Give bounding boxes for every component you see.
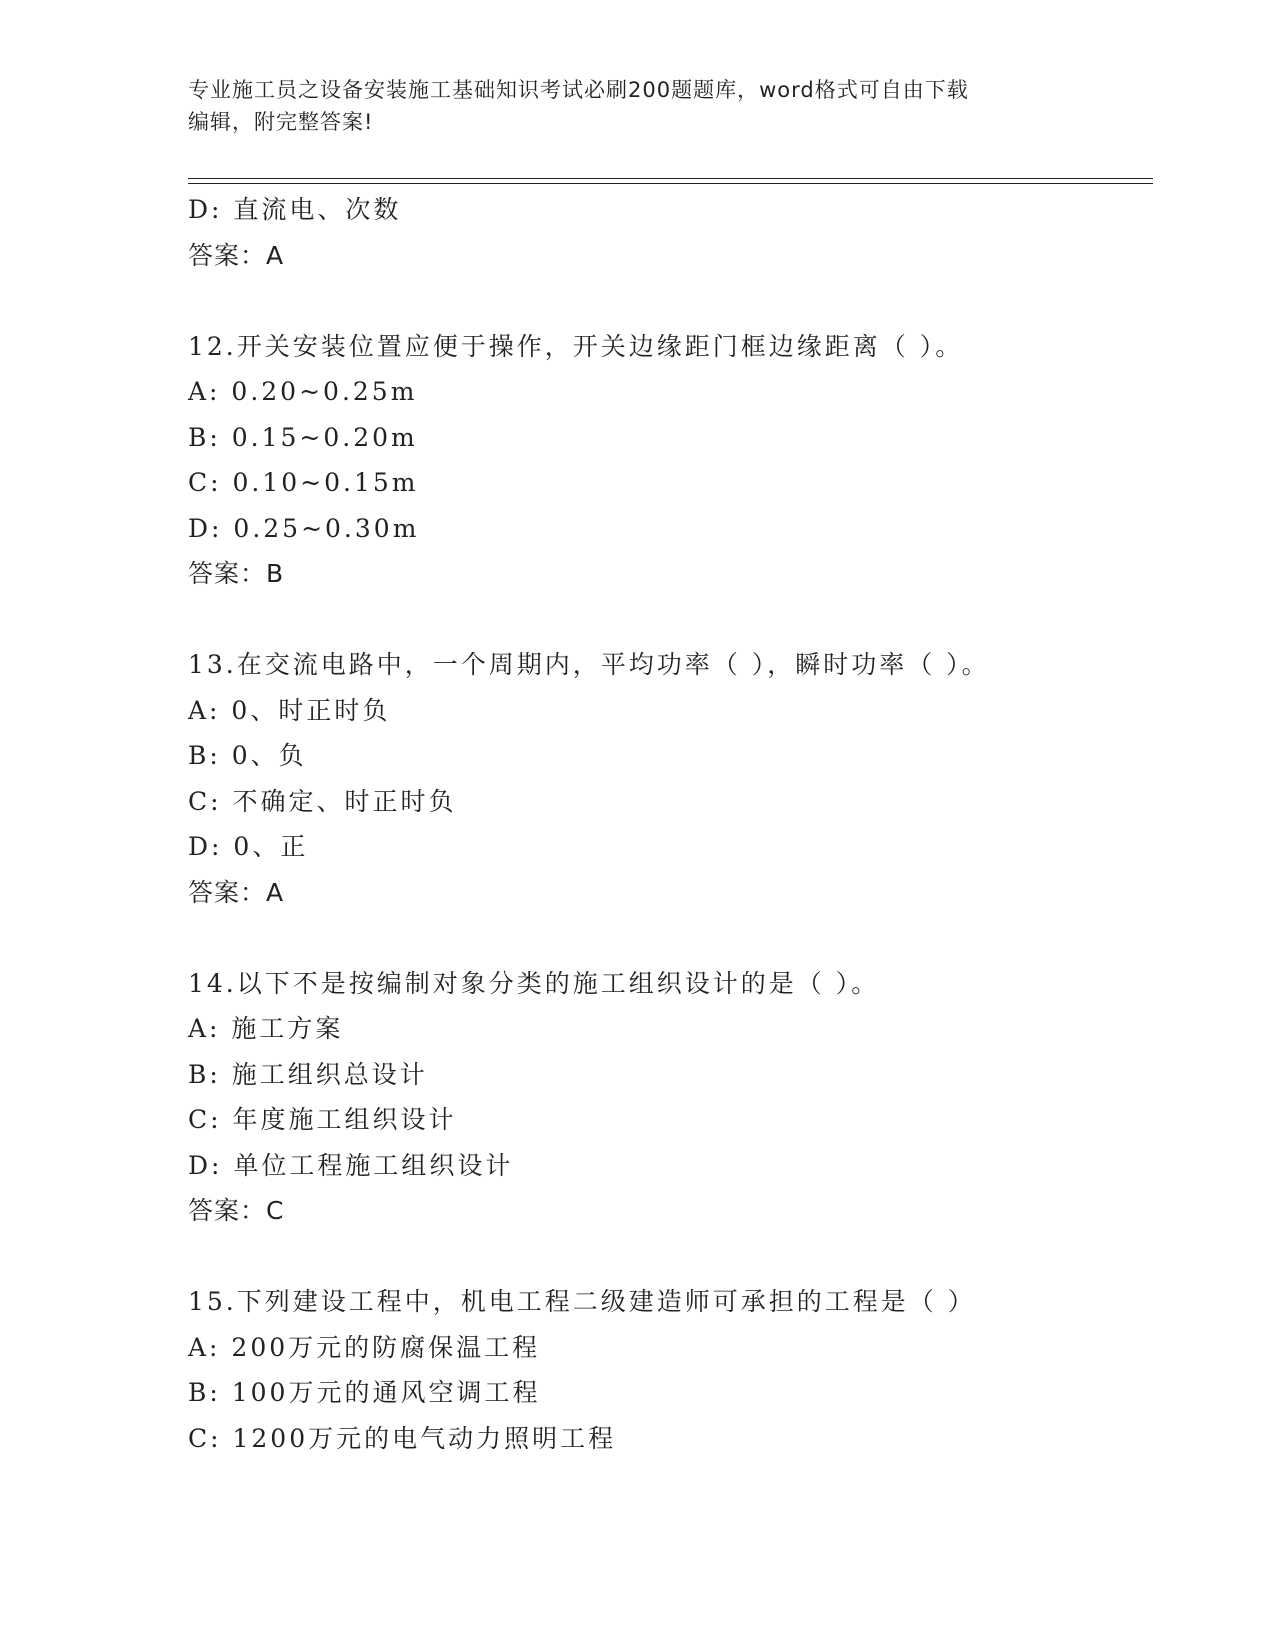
option-b: B: 施工组织总设计 xyxy=(188,1059,428,1089)
spacer xyxy=(188,915,1153,961)
option-c: C: 1200万元的电气动力照明工程 xyxy=(188,1423,617,1453)
answer-line: 答案：C xyxy=(188,1196,285,1225)
option-d: D: 直流电、次数 xyxy=(188,195,402,224)
header-divider-bottom xyxy=(188,183,1153,184)
option-a: A: 0.20~0.25m xyxy=(188,377,418,406)
question-stem: 13.在交流电路中，一个周期内，平均功率（ ），瞬时功率（ ）。 xyxy=(188,650,990,679)
answer-line: 答案：A xyxy=(188,877,285,907)
question-13 xyxy=(188,642,1153,915)
header-title-line-2: 编辑，附完整答案! xyxy=(188,110,374,134)
spacer xyxy=(188,278,1153,324)
document-header xyxy=(188,74,1088,138)
question-12 xyxy=(188,324,1153,597)
header-divider-top xyxy=(188,178,1153,179)
question-stem: 14.以下不是按编制对象分类的施工组织设计的是（ ）。 xyxy=(188,968,880,998)
question-stem: 15.下列建设工程中，机电工程二级建造师可承担的工程是（ ） xyxy=(188,1287,976,1316)
spacer xyxy=(188,597,1153,643)
option-c: C: 0.10~0.15m xyxy=(188,468,419,497)
option-b: B: 0、负 xyxy=(188,741,307,770)
question-15 xyxy=(188,1279,1153,1461)
option-a: A: 施工方案 xyxy=(188,1014,344,1043)
option-d: D: 单位工程施工组织设计 xyxy=(188,1150,514,1180)
question-14 xyxy=(188,961,1153,1234)
option-d: D: 0.25~0.30m xyxy=(188,513,420,543)
header-title-line-1: 专业施工员之设备安装施工基础知识考试必刷200题题库，word格式可自由下载 xyxy=(188,78,969,102)
option-b: B: 0.15~0.20m xyxy=(188,422,418,452)
option-c: C: 不确定、时正时负 xyxy=(188,786,457,816)
option-b: B: 100万元的通风空调工程 xyxy=(188,1378,541,1407)
option-c: C: 年度施工组织设计 xyxy=(188,1105,457,1134)
question-list xyxy=(188,187,1153,1461)
option-a: A: 0、时正时负 xyxy=(188,695,391,725)
answer-line: 答案：A xyxy=(188,240,285,270)
answer-line: 答案：B xyxy=(188,559,285,588)
spacer xyxy=(188,1234,1153,1280)
option-a: A: 200万元的防腐保温工程 xyxy=(188,1332,541,1362)
previous-question-tail xyxy=(188,187,1153,278)
option-d: D: 0、正 xyxy=(188,832,309,861)
question-stem: 12.开关安装位置应便于操作，开关边缘距门框边缘距离（ ）。 xyxy=(188,331,964,361)
